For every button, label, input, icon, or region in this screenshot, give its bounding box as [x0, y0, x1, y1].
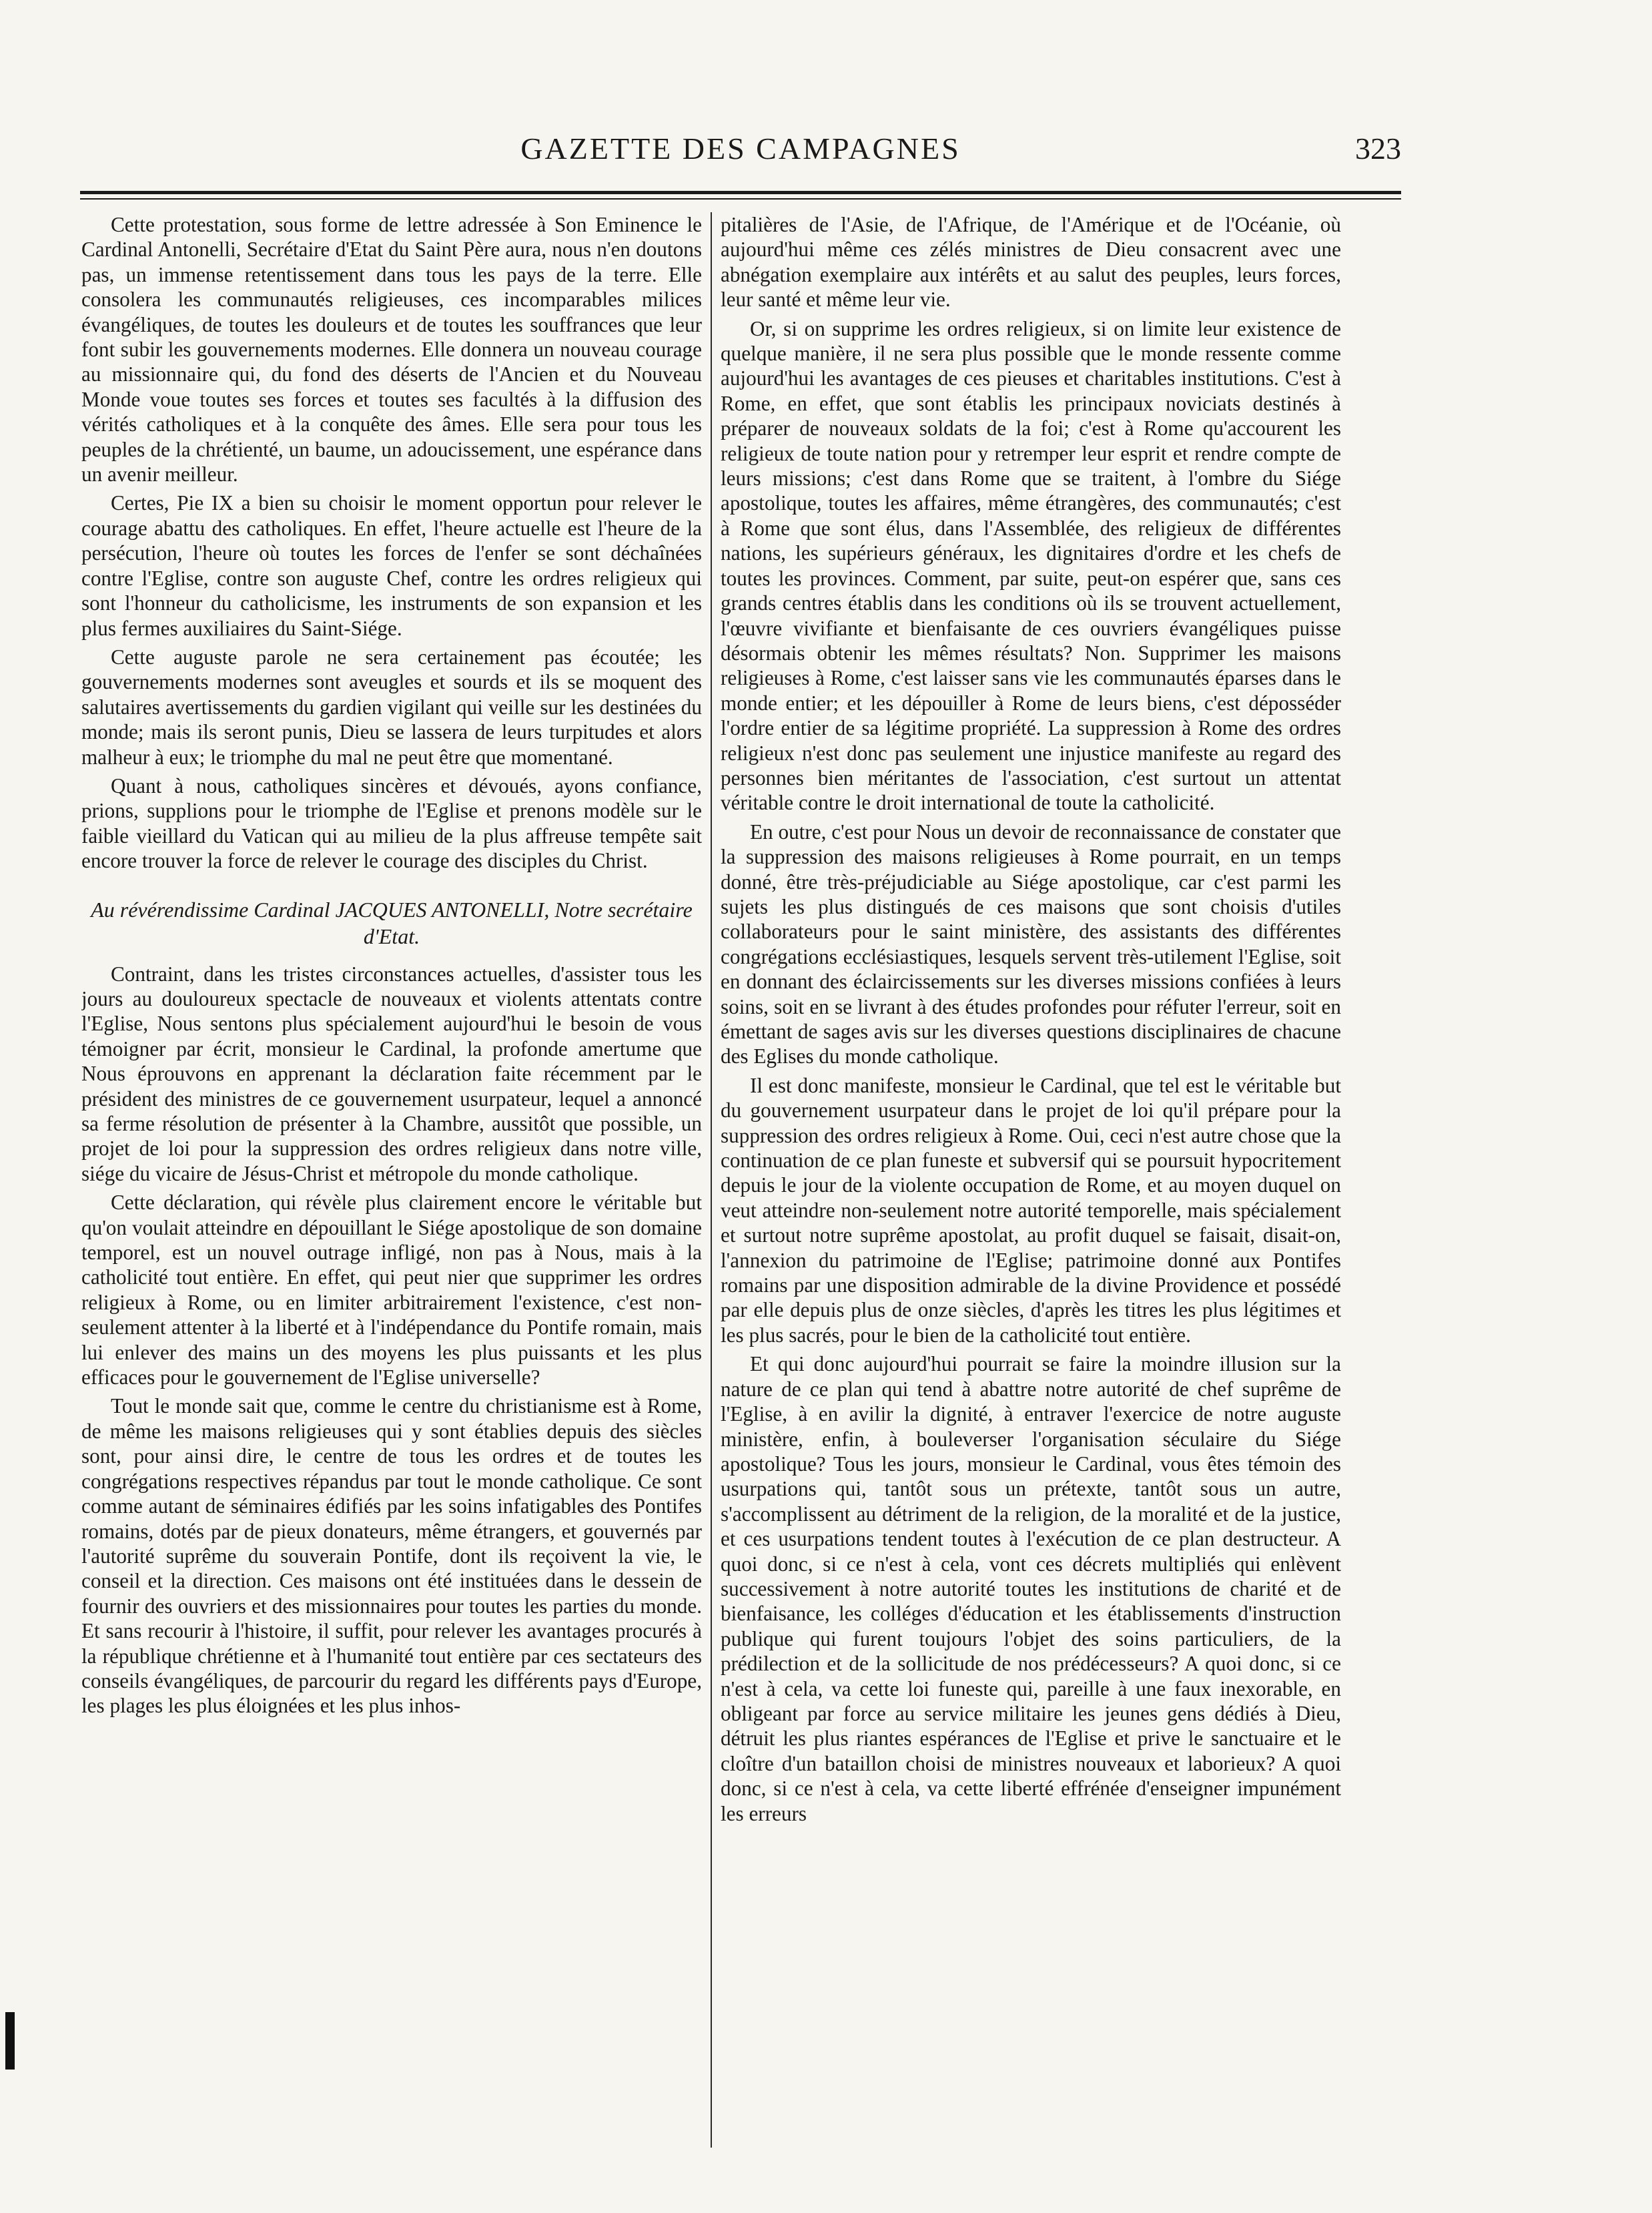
paragraph: Cette auguste parole ne sera certainement pas écoutée; les gouvernements modernes sont aveugles et sourds et ils se moquent des salutaires avertissements du gardien vigilant qui veille sur les destinées du monde; mais ils seront punis, Dieu se lassera de leurs turpitudes et alors malheur à eux; le triomphe du mal ne peut être que momentané. — [81, 645, 702, 769]
page-header — [80, 131, 1401, 178]
newspaper-title: GAZETTE DES CAMPAGNES — [520, 131, 961, 166]
column-divider — [711, 212, 712, 2148]
margin-ink-mark — [5, 2012, 15, 2070]
right-column — [721, 212, 1341, 2161]
paragraph: Quant à nous, catholiques sincères et dévoués, ayons confiance, prions, supplions pour le triomphe de l'Eglise et prenons modèle sur le faible vieillard du Vatican qui au milieu de la plus affreuse tempête sait encore trouver la force de relever le courage des disciples du Christ. — [81, 773, 702, 873]
paragraph: Tout le monde sait que, comme le centre du christianisme est à Rome, de même les maisons religieuses qui y sont établies depuis des siècles sont, pour ainsi dire, le centre de tous les ordres et de toutes les congrégations respectives répandus par tout le monde catholique. Ce sont comme autant de séminaires édifiés par les soins infatigables des Pontifes romains, dotés par de pieux donateurs, même étrangers, et gouvernés par l'autorité suprême du souverain Pontife, dont ils reçoivent la vie, le conseil et la direction. Ces maisons ont été instituées dans le dessein de fournir des ouvriers et des missionnaires pour toutes les parties du monde. Et sans recourir à l'histoire, il suffit, pour relever les avantages procurés à la république chrétienne et à l'humanité tout entière par ces sectateurs des conseils évangéliques, de parcourir du regard les différents pays d'Europe, les plages les plus éloignées et les plus inhos- — [81, 1394, 702, 1718]
paragraph: Or, si on supprime les ordres religieux, si on limite leur existence de quelque manière, il ne sera plus possible que le monde ressente comme aujourd'hui les avantages de ces pieuses et charitables institutions. C'est à Rome, en effet, que sont établis les principaux noviciats destinés à préparer de nouveaux soldats de la foi; c'est à Rome qu'accourent les religieux de toute nation pour y retremper leur esprit et rendre compte de leurs missions; c'est dans Rome que se traitent, à l'ombre du Siége apostolique, toutes les affaires, même étrangères, des communautés; c'est à Rome que sont élus, dans l'Assemblée, des religieux de différentes nations, les supérieurs généraux, les dignitaires d'ordre et les chefs de toutes les provinces. Comment, par suite, peut-on espérer que, sans ces grands centres établis dans les conditions où ils se trouvent actuellement, l'œuvre vivifiante et bienfaisante de ces ouvriers évangéliques puisse désormais obtenir les mêmes résultats? Non. Supprimer les maisons religieuses à Rome, c'est laisser sans vie les communautés éparses dans le monde entier; et les dépouiller à Rome de leurs biens, c'est déposséder l'ordre entier de sa légitime propriété. La suppression à Rome des ordres religieux n'est donc pas seulement une injustice manifeste au regard des personnes bien méritantes de l'association, c'est surtout un attentat véritable contre le droit international de toute la catholicité. — [721, 316, 1341, 815]
paragraph: Contraint, dans les tristes circonstances actuelles, d'assister tous les jours au douloureux spectacle de nouveaux et violents attentats contre l'Eglise, Nous sentons plus spécialement aujourd'hui le besoin de vous témoigner par écrit, monsieur le Cardinal, la profonde amertume que Nous éprouvons en apprenant la déclaration faite récemment par le président des ministres de ce gouvernement usurpateur, lequel a annoncé sa ferme résolution de présenter à la Chambre, aussitôt que possible, un projet de loi pour la suppression des ordres religieux dans notre ville, siége du vicaire de Jésus-Christ et métropole du monde catholique. — [81, 962, 702, 1185]
letter-address: Au révérendissime Cardinal JACQUES ANTONELLI, Notre secrétaire d'Etat. — [91, 897, 693, 948]
paragraph: Cette protestation, sous forme de lettre adressée à Son Eminence le Cardinal Antonelli, Secrétaire d'Etat du Saint Père aura, nous n'en doutons pas, un immense retentissement dans tous les pays de la terre. Elle consolera les communautés religieuses, ces incomparables milices évangéliques, de toutes les douleurs et de toutes les souffrances que leur font subir les gouvernements modernes. Elle donnera un nouveau courage au missionnaire qui, du fond des déserts de l'Ancien et du Nouveau Monde voue toutes ses forces et toutes ses facultés à la diffusion des vérités catholiques et à la conquête des âmes. Elle sera pour tous les peuples de la chrétienté, un baume, un adoucissement, une espérance dans un avenir meilleur. — [81, 213, 702, 487]
paragraph: Et qui donc aujourd'hui pourrait se faire la moindre illusion sur la nature de ce plan qui tend à abattre notre autorité de chef suprême de l'Eglise, à en avilir la dignité, à entraver l'exercice de notre auguste ministère, enfin, à bouleverser l'organisation séculaire du Siége apostolique? Tous les jours, monsieur le Cardinal, vous êtes témoin des usurpations qui, tantôt sous un prétexte, tantôt sous un autre, s'accomplissent au détriment de la religion, de la moralité et de la justice, et ces usurpations tendent toutes à l'exécution de ce plan destructeur. A quoi donc, si ce n'est à cela, vont ces décrets multipliés qui enlèvent successivement à notre autorité toutes les institutions de charité et de bienfaisance, les colléges d'éducation et les établissements d'instruction publique qui furent toujours l'objet des soins particuliers, de la prédilection et de la sollicitude de nos prédécesseurs? A quoi donc, si ce n'est à cela, va cette loi funeste qui, pareille à une faux inexorable, en obligeant par force au service militaire les jeunes gens dédiés à Dieu, détruit les plus riantes espérances de l'Eglise et prive le sanctuaire et le cloître d'un bataillon choisi de ministres nouveaux et laborieux? A quoi donc, si ce n'est à cela, va cette liberté effrénée d'enseigner impunément les erreurs — [721, 1352, 1341, 1825]
header-rule-thick — [80, 191, 1401, 194]
paragraph: pitalières de l'Asie, de l'Afrique, de l'Amérique et de l'Océanie, où aujourd'hui même ces zélés ministres de Dieu consacrent avec une abnégation exemplaire aux intérêts et au salut des peuples, leurs forces, leur santé et même leur vie. — [721, 213, 1341, 312]
page-number: 323 — [1355, 131, 1401, 166]
paragraph: Il est donc manifeste, monsieur le Cardinal, que tel est le véritable but du gouvernement usurpateur dans le projet de loi qu'il prépare pour la suppression des ordres religieux à Rome. Oui, ceci n'est autre chose que la continuation de ce plan funeste et subversif qui se poursuit hypocritement depuis le jour de la violente occupation de Rome, et au moyen duquel on veut atteindre non-seulement notre autorité temporelle, mais spécialement et surtout notre suprême apostolat, au profit duquel se faisait, disait-on, l'annexion du patrimoine de l'Eglise; patrimoine donné aux Pontifes romains par une disposition admirable de la divine Providence et possédé par elle depuis plus de onze siècles, d'après les titres les plus légitimes et les plus sacrés, pour le bien de la catholicité tout entière. — [721, 1073, 1341, 1347]
header-rule-thin — [80, 198, 1401, 200]
paragraph: Certes, Pie IX a bien su choisir le moment opportun pour relever le courage abattu des catholiques. En effet, l'heure actuelle est l'heure de la persécution, l'heure où toutes les forces de l'enfer se sont déchaînées contre l'Eglise, contre son auguste Chef, contre les ordres religieux qui sont l'honneur du catholicisme, les instruments de son expansion et les plus fermes auxiliaires du Saint-Siége. — [81, 491, 702, 640]
left-column — [81, 212, 702, 2161]
paragraph: En outre, c'est pour Nous un devoir de reconnaissance de constater que la suppression des maisons religieuses à Rome pourrait, en un temps donné, être très-préjudiciable au Siége apostolique, car c'est parmi les sujets les plus distingués de ces maisons que sont choisis d'utiles collaborateurs pour le saint ministère, des assistants des différentes congrégations ecclésiastiques, lesquels servent très-utilement l'Eglise, soit en donnant des éclaircissements sur les diverses missions confiées à leurs soins, soit en se livrant à des études profondes pour réfuter l'erreur, soit en émettant de sages avis sur les diverses questions disciplinaires de chacune des Eglises du monde catholique. — [721, 820, 1341, 1068]
paragraph: Cette déclaration, qui révèle plus clairement encore le véritable but qu'on voulait atteindre en dépouillant le Siége apostolique de son domaine temporel, est un nouvel outrage infligé, non pas à Nous, mais à la catholicité tout entière. En effet, qui peut nier que supprimer les ordres religieux à Rome, ou en limiter arbitrairement l'existence, c'est non-seulement attenter à la liberté et à l'indépendance du Pontife romain, mais lui enlever des mains un des moyens les plus puissants et les plus efficaces pour le gouvernement de l'Eglise universelle? — [81, 1191, 702, 1389]
